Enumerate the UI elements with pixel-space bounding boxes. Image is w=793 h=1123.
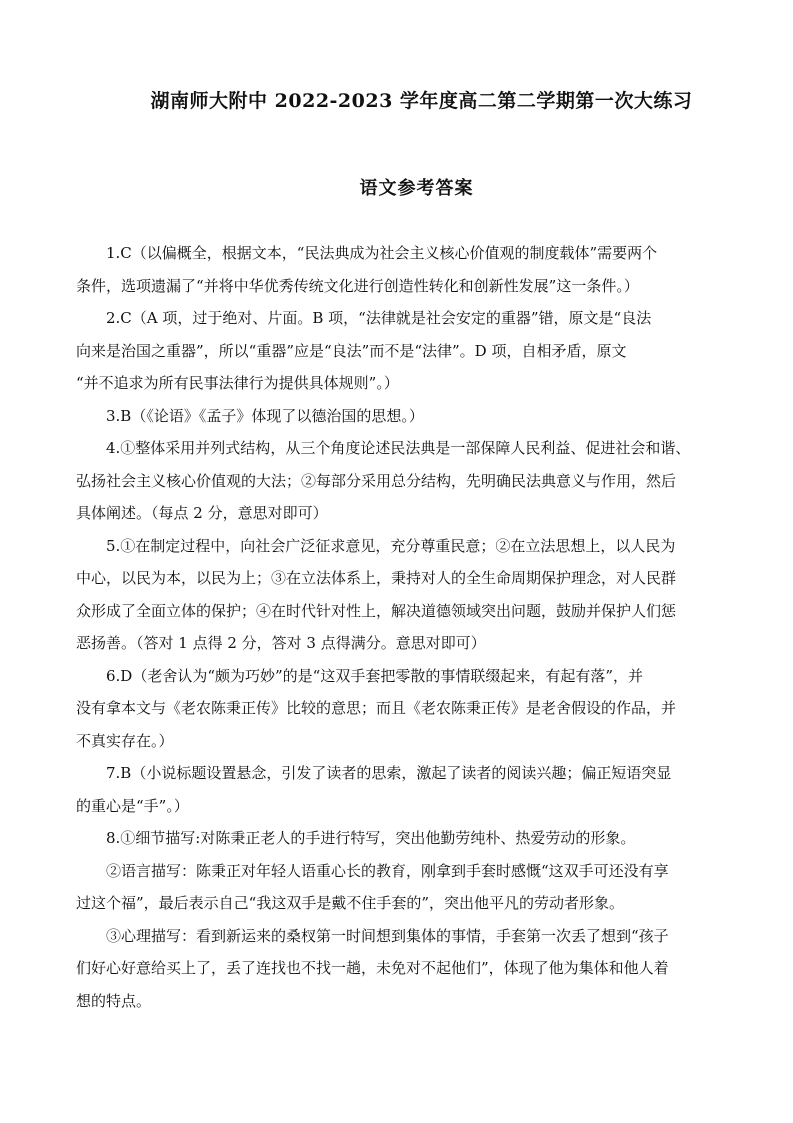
answer-line: 1.C（以偏概全，根据文本，“民法典成为社会主义核心价值观的制度载体”需要两个 xyxy=(106,244,658,262)
answer-line: 3.B（《论语》《孟子》体现了以德治国的思想。） xyxy=(106,406,424,425)
answer-line: 条件，选项遗漏了“并将中华优秀传统文化进行创造性转化和创新性发展”这一条件。） xyxy=(76,276,639,295)
document-subtitle: 语文参考答案 xyxy=(359,178,474,199)
answer-line: 5.①在制定过程中，向社会广泛征求意见，充分尊重民意；②在立法思想上，以人民为 xyxy=(106,536,676,555)
answer-line: 具体阐述。（每点 2 分，意思对即可） xyxy=(76,504,328,522)
answer-line: 弘扬社会主义核心价值观的大法；②每部分采用总分结构，先明确民法典意义与作用，然后 xyxy=(76,471,677,490)
answer-line: 中心，以民为本，以民为上；③在立法体系上，秉持对人的全生命周期保护理念，对人民群 xyxy=(76,569,677,587)
answer-line: 想的特点。 xyxy=(76,991,152,1010)
answer-line: ③心理描写：看到新运来的桑杈第一时间想到集体的事情，手套第一次丢了想到“孩子 xyxy=(106,926,669,945)
answer-line: ②语言描写：陈秉正对年轻人语重心长的教育，刚拿到手套时感慨“这双手可还没有享 xyxy=(106,861,669,880)
answer-line: 向来是治国之重器”，所以“重器”应是“良法”而不是“法律”。D 项，自相矛盾，原文 xyxy=(76,341,627,360)
answer-line: 2.C（A 项，过于绝对、片面。B 项，“法律就是社会安定的重器”错，原文是“良法 xyxy=(106,309,652,327)
answer-line: 8.①细节描写:对陈秉正老人的手进行特写，突出他勤劳纯朴、热爱劳动的形象。 xyxy=(106,829,636,847)
answer-line: 不真实存在。） xyxy=(76,731,174,750)
answer-line: 6.D（老舍认为“颇为巧妙”的是“这双手套把零散的事情联缀起来，有起有落”，并 xyxy=(106,666,644,685)
answer-line: 们好心好意给买上了，丢了连找也不找一趟，未免对不起他们”，体现了他为集体和他人着 xyxy=(76,959,669,977)
answer-line: 过这个福”，最后表示自己“我这双手是戴不住手套的”，突出他平凡的劳动者形象。 xyxy=(76,894,625,912)
answer-line: 没有拿本文与《老农陈秉正传》比较的意思；而且《老农陈秉正传》是老舍假设的作品，并 xyxy=(76,699,677,717)
answer-line: 4.①整体采用并列式结构，从三个角度论述民法典是一部保障人民利益、促进社会和谐、 xyxy=(106,439,691,457)
answer-line: 7.B（小说标题设置悬念，引发了读者的思索，激起了读者的阅读兴趣；偏正短语突显 xyxy=(106,764,672,782)
answer-line: 众形成了全面立体的保护；④在时代针对性上，解决道德领域突出问题，鼓励并保护人们惩 xyxy=(76,601,677,620)
answer-line: 的重心是“手”。） xyxy=(76,796,189,815)
answer-line: 恶扬善。（答对 1 点得 2 分，答对 3 点得满分。意思对即可） xyxy=(76,634,486,652)
answer-body xyxy=(76,237,726,1017)
document-title: 湖南师大附中 2022-2023 学年度高二第二学期第一次大练习 xyxy=(150,90,693,112)
answer-line: “并不追求为所有民事法律行为提供具体规则”。） xyxy=(76,374,399,392)
